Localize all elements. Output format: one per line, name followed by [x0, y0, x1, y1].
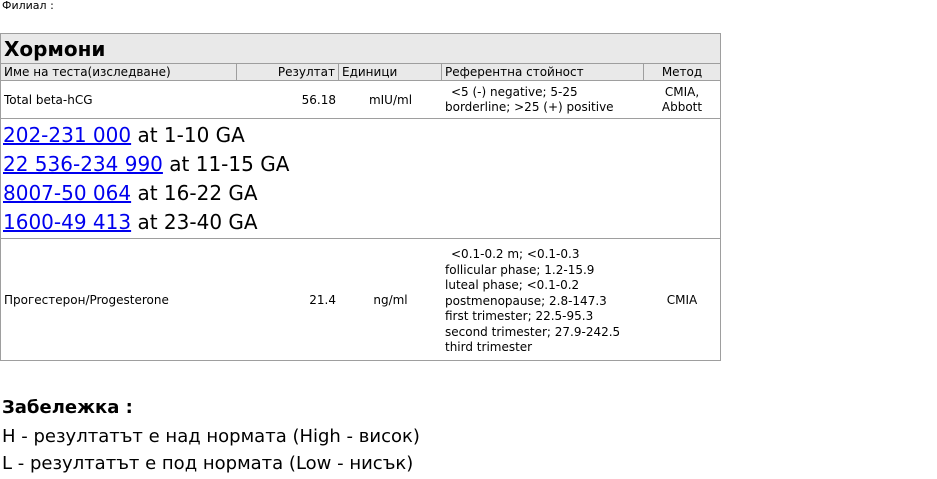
- reference-line: third trimester: [445, 340, 533, 355]
- ga-range-link[interactable]: 22 536-234 990: [3, 152, 163, 176]
- ga-range-line: [3, 179, 720, 208]
- column-header-reference: Референтна стойност: [442, 64, 644, 80]
- column-header-result: Резултат: [237, 64, 339, 80]
- result-value: 56.18: [301, 92, 336, 107]
- column-header-method: Метод: [661, 65, 703, 79]
- column-header-units: Единици: [339, 64, 442, 80]
- method-line: Abbott: [661, 99, 703, 114]
- reference-line: postmenopause; 2.8-147.3: [445, 293, 607, 308]
- ga-range-link[interactable]: 8007-50 064: [3, 181, 132, 205]
- table-row: [1, 239, 720, 360]
- test-name: Total beta-hCG: [4, 92, 93, 107]
- test-name: Прогестерон/Progesterone: [4, 292, 169, 307]
- ga-range-suffix: at 23-40 GA: [131, 210, 258, 234]
- section-title: Хормони: [1, 34, 720, 64]
- method-value: [644, 85, 720, 115]
- branch-label: Филиал :: [2, 0, 54, 12]
- method-value: [644, 293, 720, 307]
- method-line: CMIA: [666, 292, 698, 307]
- reference-line: first trimester; 22.5-95.3: [445, 309, 594, 324]
- ga-range-line: [3, 121, 720, 150]
- table-header: [1, 64, 720, 81]
- note-low-legend: L - резултатът е под нормата (Low - нисък): [2, 453, 414, 474]
- reference-line: <0.1-0.2 m; <0.1-0.3: [451, 247, 580, 262]
- reference-line: follicular phase; 1.2-15.9: [445, 262, 595, 277]
- reference-line: luteal phase; <0.1-0.2: [445, 278, 580, 293]
- column-header-test: Име на теста(изследване): [1, 64, 237, 80]
- reference-line: borderline; >25 (+) positive: [445, 99, 614, 114]
- method-line: CMIA,: [664, 84, 700, 99]
- reference-line: second trimester; 27.9-242.5: [445, 324, 621, 339]
- result-units: ng/ml: [373, 292, 408, 307]
- ga-range-suffix: at 16-22 GA: [131, 181, 258, 205]
- note-high-legend: H - резултатът е над нормата (High - висок): [2, 426, 420, 447]
- ga-range-link[interactable]: 1600-49 413: [3, 210, 132, 234]
- reference-value: [442, 85, 644, 115]
- hormones-report-table: [0, 33, 721, 361]
- result-value: 21.4: [309, 292, 336, 307]
- note-title: Забележка :: [2, 397, 133, 418]
- ga-range-suffix: at 11-15 GA: [162, 152, 290, 176]
- ga-range-link[interactable]: 202-231 000: [3, 123, 132, 147]
- ga-reference-ranges: [1, 119, 720, 239]
- reference-line: <5 (-) negative; 5-25: [451, 84, 578, 99]
- ga-range-suffix: at 1-10 GA: [131, 123, 245, 147]
- result-units: mIU/ml: [368, 92, 413, 107]
- table-row: [1, 81, 720, 119]
- ga-range-line: [3, 150, 720, 179]
- reference-value: [442, 243, 644, 356]
- ga-range-line: [3, 208, 720, 237]
